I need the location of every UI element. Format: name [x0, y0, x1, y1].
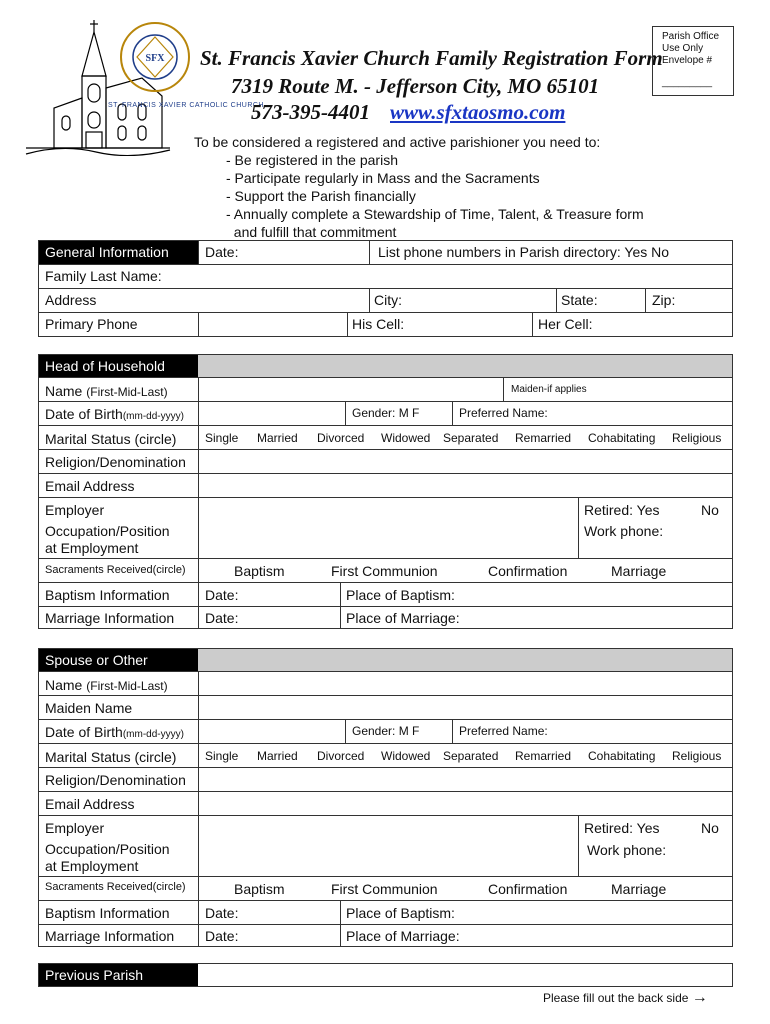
head-marital-option[interactable]: Divorced — [317, 431, 365, 445]
family-last-name-label: Family Last Name: — [45, 268, 162, 284]
general-info-header: General Information — [39, 241, 198, 264]
head-marriage-date-label: Date: — [205, 610, 239, 626]
spouse-maiden-label: Maiden Name — [45, 700, 133, 716]
spouse-sacrament-option[interactable]: Baptism — [234, 881, 285, 897]
spouse-marriage-date-label: Date: — [205, 928, 239, 944]
spouse-sacrament-option[interactable]: Marriage — [611, 881, 667, 897]
head-religion-label: Religion/Denomination — [45, 454, 186, 470]
church-phone: 573-395-4401 — [251, 100, 370, 124]
head-marital-option[interactable]: Single — [205, 431, 239, 445]
intro-item: - Annually complete a Stewardship of Time, Talent, & Treasure form — [226, 206, 644, 222]
spouse-marital-option[interactable]: Religious — [672, 749, 722, 763]
general-date-label: Date: — [205, 244, 239, 260]
spouse-occupation-label: Occupation/Position — [45, 841, 170, 857]
seal-center-text: SFX — [145, 53, 165, 64]
head-gender-label[interactable]: Gender: M F — [352, 406, 420, 420]
head-sacraments-label: Sacraments Received(circle) — [45, 564, 186, 576]
head-marital-option[interactable]: Separated — [443, 431, 499, 445]
head-marital-option[interactable]: Cohabitating — [588, 431, 656, 445]
spouse-marriage-info-label: Marriage Information — [45, 928, 175, 944]
head-marital-option[interactable]: Religious — [672, 431, 722, 445]
her-cell-label: Her Cell: — [538, 316, 593, 332]
head-occupation-label-2: at Employment — [45, 540, 139, 556]
head-marriage-info-label: Marriage Information — [45, 610, 175, 626]
spouse-work-phone-label: Work phone: — [587, 842, 667, 858]
intro-item: - Support the Parish financially — [226, 188, 416, 204]
spouse-marital-option[interactable]: Divorced — [317, 749, 365, 763]
church-address: 7319 Route M. - Jefferson City, MO 65101 — [231, 74, 600, 98]
head-retired-no[interactable]: No — [701, 502, 719, 518]
spouse-employer-label: Employer — [45, 820, 105, 836]
head-of-household-header: Head of Household — [39, 355, 198, 377]
intro-item: - Be registered in the parish — [226, 152, 398, 168]
spouse-occupation-label-2: at Employment — [45, 858, 139, 874]
head-marital-option[interactable]: Widowed — [381, 431, 431, 445]
directory-label[interactable]: List phone numbers in Parish directory: Yes No — [378, 244, 670, 260]
intro-lead: To be considered a registered and active parishioner you need to: — [194, 134, 601, 150]
zip-label: Zip: — [652, 292, 676, 308]
office-line3: Envelope # — [662, 55, 713, 66]
spouse-sacraments-label: Sacraments Received(circle) — [45, 881, 186, 893]
spouse-place-marriage-label: Place of Marriage: — [346, 928, 460, 944]
head-name-label: Name (First-Mid-Last) — [45, 383, 168, 399]
head-baptism-info-label: Baptism Information — [45, 587, 170, 603]
head-sacrament-option[interactable]: Baptism — [234, 563, 285, 579]
spouse-baptism-info-label: Baptism Information — [45, 905, 170, 921]
spouse-retired-label[interactable]: Retired: Yes — [584, 820, 660, 836]
previous-parish-header: Previous Parish — [39, 964, 198, 986]
head-marital-label: Marital Status (circle) — [45, 431, 177, 447]
head-place-marriage-label: Place of Marriage: — [346, 610, 460, 626]
head-place-baptism-label: Place of Baptism: — [346, 587, 455, 603]
head-sacrament-option[interactable]: First Communion — [331, 563, 438, 579]
spouse-dob-label: Date of Birth(mm-dd-yyyy) — [45, 724, 184, 740]
seal-text: ST. FRANCIS XAVIER CATHOLIC CHURCH — [108, 102, 264, 109]
head-work-phone-label: Work phone: — [584, 523, 664, 539]
primary-phone-label: Primary Phone — [45, 316, 138, 332]
spouse-marital-option[interactable]: Married — [257, 749, 298, 763]
spouse-gender-label[interactable]: Gender: M F — [352, 724, 420, 738]
intro-item: and fulfill that commitment — [226, 224, 397, 240]
spouse-religion-label: Religion/Denomination — [45, 772, 186, 788]
head-baptism-date-label: Date: — [205, 587, 239, 603]
office-line1: Parish Office — [662, 31, 720, 42]
head-employer-label: Employer — [45, 502, 105, 518]
back-side-note: Please fill out the back side → — [543, 989, 708, 1006]
spouse-sacrament-option[interactable]: First Communion — [331, 881, 438, 897]
state-label: State: — [561, 292, 598, 308]
spouse-marital-option[interactable]: Widowed — [381, 749, 431, 763]
head-email-label: Email Address — [45, 478, 135, 494]
spouse-marital-option[interactable]: Remarried — [515, 749, 572, 763]
head-retired-label[interactable]: Retired: Yes — [584, 502, 660, 518]
spouse-marital-label: Marital Status (circle) — [45, 749, 177, 765]
spouse-baptism-date-label: Date: — [205, 905, 239, 921]
spouse-retired-no[interactable]: No — [701, 820, 719, 836]
address-label: Address — [45, 292, 97, 308]
spouse-email-label: Email Address — [45, 796, 135, 812]
spouse-name-label: Name (First-Mid-Last) — [45, 677, 168, 693]
church-website[interactable]: www.sfxtaosmo.com — [390, 100, 566, 124]
head-dob-label: Date of Birth(mm-dd-yyyy) — [45, 406, 184, 422]
form-title: St. Francis Xavier Church Family Registration Form — [200, 46, 663, 70]
head-maiden-hint: Maiden-if applies — [511, 384, 587, 395]
spouse-sacrament-option[interactable]: Confirmation — [488, 881, 568, 897]
spouse-header: Spouse or Other — [39, 649, 198, 671]
head-preferred-name-label: Preferred Name: — [459, 406, 548, 420]
head-occupation-label: Occupation/Position — [45, 523, 170, 539]
spouse-place-baptism-label: Place of Baptism: — [346, 905, 455, 921]
head-marital-option[interactable]: Remarried — [515, 431, 572, 445]
spouse-preferred-name-label: Preferred Name: — [459, 724, 548, 738]
head-sacrament-option[interactable]: Confirmation — [488, 563, 568, 579]
city-label: City: — [374, 292, 402, 308]
spouse-marital-option[interactable]: Separated — [443, 749, 499, 763]
arrow-right-icon: → — [691, 989, 708, 1006]
office-line2: Use Only — [662, 43, 704, 54]
parish-seal — [118, 20, 192, 94]
head-sacrament-option[interactable]: Marriage — [611, 563, 667, 579]
head-marital-option[interactable]: Married — [257, 431, 298, 445]
envelope-number-blank[interactable]: _________ — [662, 77, 713, 88]
his-cell-label: His Cell: — [352, 316, 405, 332]
spouse-marital-option[interactable]: Single — [205, 749, 239, 763]
intro-item: - Participate regularly in Mass and the Sacraments — [226, 170, 540, 186]
spouse-marital-option[interactable]: Cohabitating — [588, 749, 656, 763]
